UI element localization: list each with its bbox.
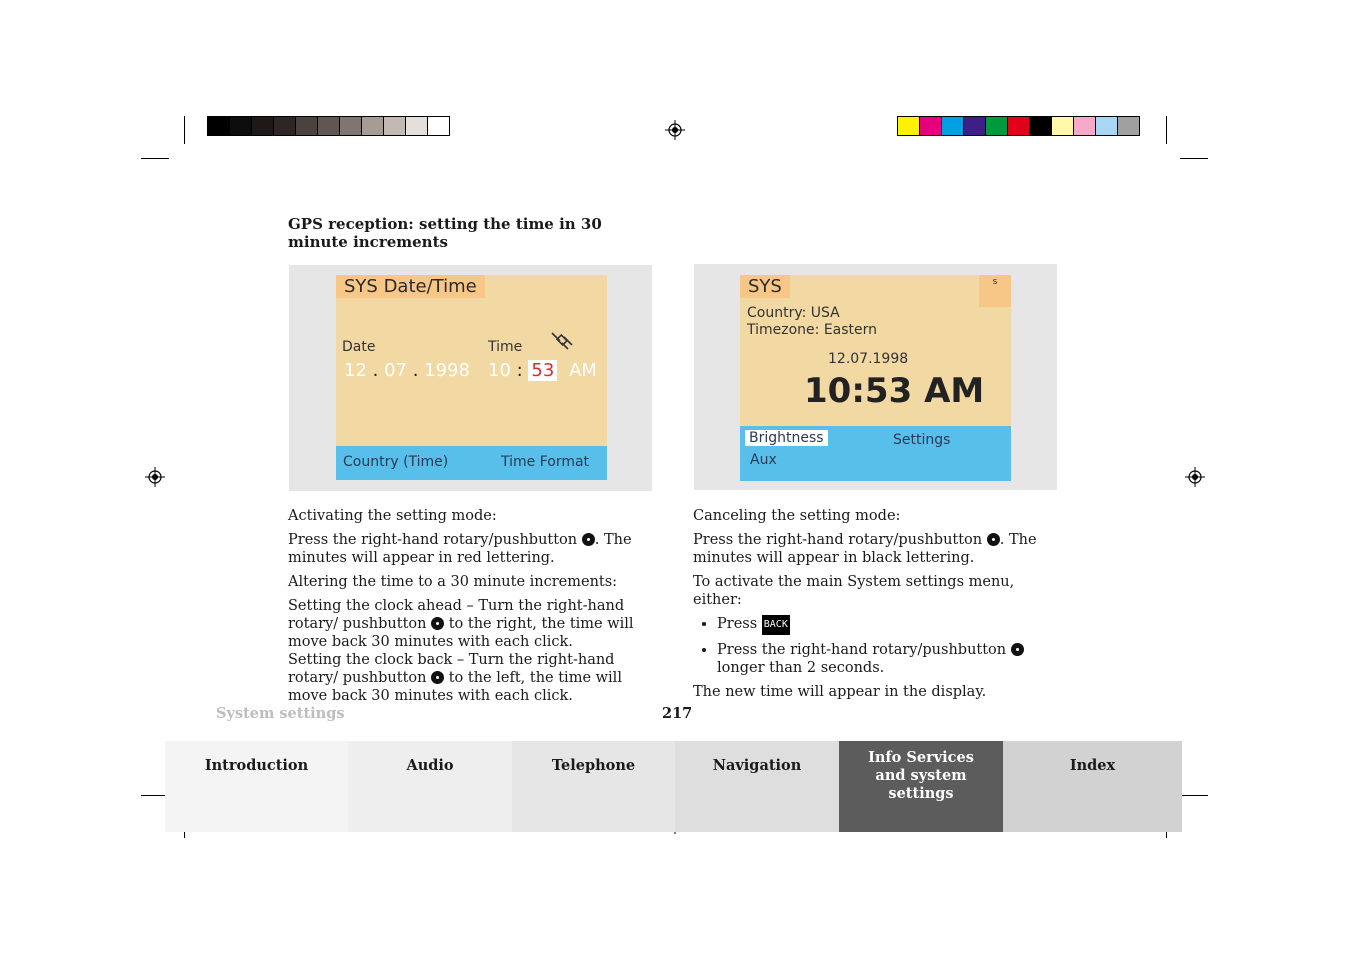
color-swatch bbox=[1029, 116, 1052, 136]
ampm-value: AM bbox=[569, 360, 597, 381]
tab-navigation[interactable]: Navigation bbox=[675, 741, 839, 832]
page-title: GPS reception: setting the time in 30 minute increments bbox=[288, 215, 602, 251]
crop-mark bbox=[184, 116, 185, 144]
softkey-time-format: Time Format bbox=[501, 454, 590, 470]
crop-mark bbox=[1180, 158, 1208, 159]
display-screen bbox=[740, 275, 1011, 481]
display-photo-date-time bbox=[289, 265, 652, 491]
bullet-list bbox=[693, 615, 1058, 677]
rotary-pushbutton-icon bbox=[431, 617, 444, 630]
year-value: 1998 bbox=[424, 360, 470, 381]
screen-header: SYS Date/Time bbox=[336, 275, 485, 298]
color-swatch bbox=[1007, 116, 1030, 136]
color-swatch bbox=[207, 116, 230, 136]
registration-mark-icon bbox=[665, 120, 685, 140]
color-swatch bbox=[339, 116, 362, 136]
color-swatch bbox=[1073, 116, 1096, 136]
screen-softkey-bar bbox=[336, 446, 607, 480]
rotary-pushbutton-icon bbox=[582, 533, 595, 546]
list-item: • Press BACK bbox=[717, 615, 1058, 635]
color-swatch bbox=[897, 116, 920, 136]
registration-mark-icon bbox=[1185, 467, 1205, 487]
display-screen bbox=[336, 275, 607, 480]
minute-value: 53 bbox=[528, 360, 557, 381]
rotary-pushbutton-icon bbox=[431, 671, 444, 684]
color-swatch bbox=[1095, 116, 1118, 136]
month-value: 07 bbox=[384, 360, 407, 381]
rotary-pushbutton-icon bbox=[987, 533, 1000, 546]
menu-aux: Aux bbox=[750, 452, 777, 468]
page-number: 217 bbox=[662, 705, 693, 722]
time-text: 10:53 AM bbox=[804, 371, 985, 411]
color-swatch bbox=[361, 116, 384, 136]
time-label: Time bbox=[488, 339, 523, 355]
color-swatch bbox=[251, 116, 274, 136]
color-swatch bbox=[273, 116, 296, 136]
timezone-text: Timezone: Eastern bbox=[747, 322, 878, 338]
color-swatch bbox=[317, 116, 340, 136]
paragraph: Setting the clock back – Turn the right-hand rotary/ pushbutton to the left, the time will move back 30 minutes with each click. bbox=[288, 652, 622, 704]
date-text: 12.07.1998 bbox=[828, 351, 909, 367]
crop-mark bbox=[1166, 116, 1167, 144]
paragraph: Setting the clock ahead – Turn the right-hand rotary/ pushbutton to the right, the time will move back 30 minutes with each click. bbox=[288, 598, 634, 650]
screen-header: SYS bbox=[740, 275, 790, 298]
tab-telephone[interactable]: Telephone bbox=[512, 741, 675, 832]
display-photo-system bbox=[694, 264, 1057, 490]
satellite-icon bbox=[548, 329, 576, 351]
color-swatch bbox=[405, 116, 428, 136]
right-column-text bbox=[693, 507, 1058, 707]
crop-mark bbox=[1180, 795, 1208, 796]
tab-index[interactable]: Index bbox=[1003, 741, 1182, 832]
paragraph: To activate the main System settings menu, either: bbox=[693, 574, 1015, 608]
color-swatch bbox=[963, 116, 986, 136]
color-swatch bbox=[919, 116, 942, 136]
back-key-icon: BACK bbox=[762, 615, 790, 635]
date-label: Date bbox=[342, 339, 376, 355]
left-column-text bbox=[288, 507, 658, 711]
hour-value: 10 bbox=[488, 360, 511, 381]
color-swatch bbox=[427, 116, 450, 136]
tab-audio[interactable]: Audio bbox=[348, 741, 512, 832]
paragraph: Canceling the setting mode: bbox=[693, 508, 901, 524]
color-swatch bbox=[985, 116, 1008, 136]
menu-brightness: Brightness bbox=[745, 430, 828, 446]
country-text: Country: USA bbox=[747, 305, 840, 321]
paragraph: Altering the time to a 30 minute increments: bbox=[288, 574, 618, 590]
day-value: 12 bbox=[344, 360, 367, 381]
softkey-country-time: Country (Time) bbox=[343, 454, 449, 470]
menu-settings: Settings bbox=[893, 432, 951, 448]
section-label: System settings bbox=[216, 705, 345, 722]
screen-menu-bar bbox=[740, 426, 1011, 481]
crop-mark bbox=[141, 158, 169, 159]
rotary-pushbutton-icon bbox=[1011, 643, 1024, 656]
registration-mark-icon bbox=[145, 467, 165, 487]
color-swatch bbox=[941, 116, 964, 136]
color-swatch bbox=[1051, 116, 1074, 136]
paragraph: Press the right-hand rotary/pushbutton . The minutes will appear in red lettering. bbox=[288, 532, 632, 566]
tab-introduction[interactable]: Introduction bbox=[165, 741, 348, 832]
color-swatch bbox=[295, 116, 318, 136]
list-item: • Press the right-hand rotary/pushbutton longer than 2 seconds. bbox=[717, 641, 1058, 677]
screen-corner-indicator: s bbox=[979, 275, 1011, 307]
time-values: 10 : 53 AM bbox=[488, 360, 597, 381]
paragraph: The new time will appear in the display. bbox=[693, 684, 987, 700]
tab-info-services[interactable]: Info Services and system settings bbox=[839, 741, 1003, 832]
date-time-values: 12 . 07 . 1998 bbox=[344, 360, 470, 381]
paragraph: Press the right-hand rotary/pushbutton . The minutes will appear in black lettering. bbox=[693, 532, 1037, 566]
color-swatch bbox=[1117, 116, 1140, 136]
color-swatch bbox=[383, 116, 406, 136]
color-swatch bbox=[229, 116, 252, 136]
paragraph: Activating the setting mode: bbox=[288, 508, 497, 524]
